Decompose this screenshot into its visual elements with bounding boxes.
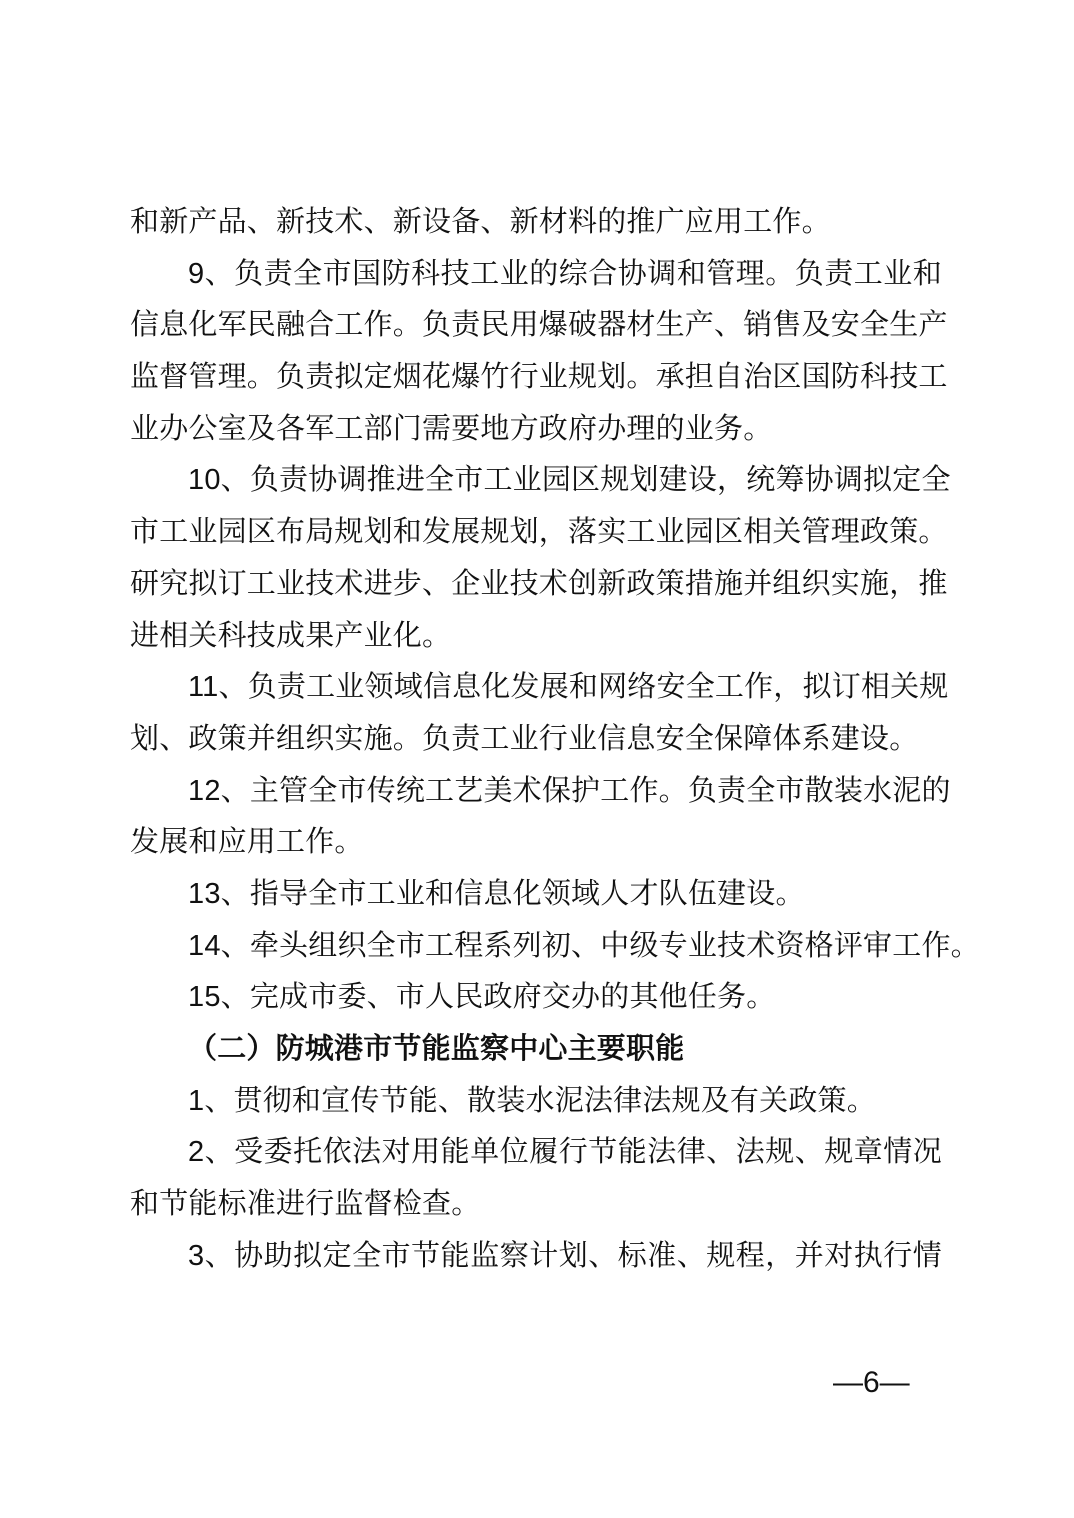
text-line: 10、负责协调推进全市工业园区规划建设，统筹协调拟定全	[188, 464, 951, 497]
text-line: 13、指导全市工业和信息化领域人才队伍建设。	[188, 877, 805, 910]
page-number: —6—	[833, 1366, 910, 1399]
text-line: 信息化军民融合工作。负责民用爆破器材生产、销售及安全生产	[130, 309, 948, 342]
text-line: 业办公室及各军工部门需要地方政府办理的业务。	[130, 412, 773, 445]
text-line: 15、完成市委、市人民政府交办的其他任务。	[188, 981, 776, 1014]
text-line: 和节能标准进行监督检查。	[130, 1188, 481, 1221]
text-line: 划、政策并组织实施。负责工业行业信息安全保障体系建设。	[130, 722, 919, 755]
text-line: 监督管理。负责拟定烟花爆竹行业规划。承担自治区国防科技工	[130, 361, 948, 394]
text-line: 9、负责全市国防科技工业的综合协调和管理。负责工业和	[188, 257, 942, 290]
text-line: 发展和应用工作。	[130, 826, 364, 859]
text-line: 研究拟订工业技术进步、企业技术创新政策措施并组织实施，推	[130, 567, 948, 600]
document-body	[130, 197, 980, 1282]
text-line: 进相关科技成果产业化。	[130, 619, 452, 652]
text-line: 14、牵头组织全市工程系列初、中级专业技术资格评审工作。	[188, 929, 980, 962]
text-line: 市工业园区布局规划和发展规划，落实工业园区相关管理政策。	[130, 516, 948, 549]
text-line: 1、贯彻和宣传节能、散装水泥法律法规及有关政策。	[188, 1084, 876, 1117]
text-line: 11、负责工业领域信息化发展和网络安全工作，拟订相关规	[188, 671, 949, 704]
text-line: 2、受委托依法对用能单位履行节能法律、法规、规章情况	[188, 1136, 942, 1169]
text-line: 12、主管全市传统工艺美术保护工作。负责全市散装水泥的	[188, 774, 951, 807]
section-heading: （二）防城港市节能监察中心主要职能	[188, 1033, 685, 1065]
text-line: 和新产品、新技术、新设备、新材料的推广应用工作。	[130, 206, 831, 238]
text-line: 3、协助拟定全市节能监察计划、标准、规程，并对执行情	[188, 1239, 942, 1272]
